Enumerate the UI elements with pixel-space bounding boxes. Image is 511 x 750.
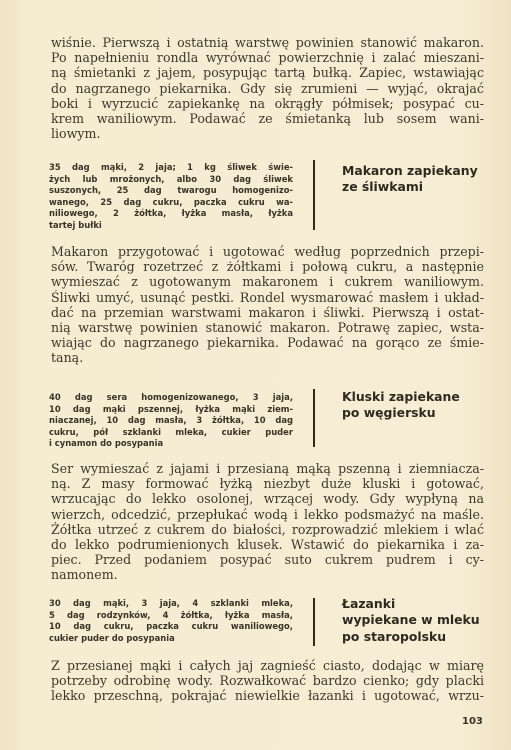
ingredient-line: i cynamon do posypania [49, 438, 164, 449]
text-line: sów. Twaróg rozetrzeć z żółtkami i połową cukru, a następnie [51, 259, 484, 275]
ingredient-line: cukru, pół szklanki mleka, cukier puder [49, 426, 293, 437]
recipe-1-divider [313, 160, 315, 230]
text-line: Makaron przygotować i ugotować według poprzednich przepi- [51, 244, 484, 259]
text-line: Po napełnieniu rondla wyrównać powierzchnię i zalać mieszani- [51, 50, 484, 66]
recipe-2-ingredients [49, 392, 293, 450]
text-line: liowym. [51, 126, 101, 142]
text-line: wierzch, odcedzić, przepłukać wodą i lekko podsmażyć na maśle. [51, 506, 484, 522]
recipe-2-divider [313, 389, 315, 447]
text-line: lekko przeschną, pokrajać niewielkie łazanki i ugotować, wrzu- [51, 688, 484, 704]
text-line: piec. Przed podaniem posypać suto cukrem pudrem i cy- [51, 552, 484, 568]
text-line: namonem. [51, 567, 118, 583]
text-line: Ser wymieszać z jajami i przesianą mąką pszenną i ziemniacza- [51, 461, 484, 476]
text-line: Śliwki umyć, usunąć pestki. Rondel wysmarować masłem i układ- [51, 289, 484, 305]
text-line: potrzeby odrobinę wody. Rozwałkować bardzo cienko; gdy placki [51, 673, 484, 689]
ingredient-line: niaczanej, 10 dag masła, 3 żółtka, 10 dag [49, 415, 293, 426]
text-line: ną. Z masy formować łyżką niezbyt duże kluski i gotować, [51, 476, 484, 492]
text-line: do lekko podrumienionych klusek. Wstawić do piekarnika i za- [51, 537, 484, 553]
text-line: taną. [51, 350, 84, 366]
title-line: ze śliwkami [342, 179, 424, 195]
recipe-2-method [51, 461, 484, 583]
ingredient-line: 40 dag sera homogenizowanego, 3 jaja, [49, 392, 293, 402]
title-line: Makaron zapiekany [342, 163, 478, 178]
ingredient-line: tartej bułki [49, 219, 102, 230]
ingredient-line: 35 dag mąki, 2 jaja; 1 kg śliwek świe- [49, 162, 293, 172]
page-number: 103 [462, 716, 483, 727]
intro-paragraph [51, 35, 484, 141]
recipe-3-divider [313, 598, 315, 646]
text-line: boki i wyrzucić zapiekankę na okrągły półmisek; posypać cu- [51, 95, 484, 111]
ingredient-line: wanego, 25 dag cukru, paczka cukru wa- [49, 196, 293, 207]
ingredient-line: 30 dag mąki, 3 jaja, 4 szklanki mleka, [49, 598, 293, 608]
text-line: Z przesianej mąki i całych jaj zagnieść ciasto, dodając w miarę [51, 658, 484, 673]
recipe-3-title [342, 596, 492, 645]
title-line: Łazanki [342, 596, 396, 611]
recipe-2-title [342, 389, 492, 422]
ingredient-line: 5 dag rodzynków, 4 żółtka, łyżka masła, [49, 609, 293, 620]
text-line: wiśnie. Pierwszą i ostatnią warstwę powinien stanowić makaron. [51, 35, 484, 50]
title-line: Kluski zapiekane [342, 389, 460, 404]
recipe-1-ingredients [49, 162, 293, 232]
ingredient-line: cukier puder do posypania [49, 632, 175, 643]
recipe-1-title [342, 163, 492, 196]
title-line: po węgiersku [342, 405, 436, 421]
text-line: wrzucając do lekko osolonej, wrzącej wody. Gdy wypłyną na [51, 491, 484, 507]
text-line: do nagrzanego piekarnika. Gdy się zrumieni — wyjąć, okrajać [51, 80, 484, 96]
recipe-3-ingredients [49, 598, 293, 644]
title-line: po staropolsku [342, 628, 447, 644]
ingredient-line: niliowego, 2 żółtka, łyżka masła, łyżka [49, 208, 293, 219]
ingredient-line: 10 dag cukru, paczka cukru waniliowego, [49, 621, 293, 632]
ingredient-line: 10 dag mąki pszennej, łyżka mąki ziem- [49, 403, 293, 414]
text-line: nią warstwę powinien stanowić makaron. Potrawę zapiec, wsta- [51, 320, 484, 336]
ingredient-line: żych lub mrożonych, albo 30 dag śliwek [49, 173, 293, 184]
ingredient-line: suszonych, 25 dag twarogu homogenizo- [49, 185, 293, 196]
text-line: wiając do nagrzanego piekarnika. Podawać na gorąco ze śmie- [51, 335, 484, 351]
text-line: wymieszać z ugotowanym makaronem i cukrem waniliowym. [51, 274, 484, 290]
recipe-1-method [51, 244, 484, 366]
text-line: Żółtka utrzeć z cukrem do białości, rozprowadzić mlekiem i wlać [51, 521, 484, 537]
text-line: krem waniliowym. Podawać ze śmietanką lub sosem wani- [51, 111, 484, 127]
recipe-3-method [51, 658, 484, 704]
text-line: dać na przemian warstwami makaron i śliwki. Pierwszą i ostat- [51, 304, 484, 320]
text-line: ną śmietanki z jajem, posypując tartą bułką. Zapiec, wstawiając [51, 65, 484, 81]
title-line: wypiekane w mleku [342, 612, 480, 628]
